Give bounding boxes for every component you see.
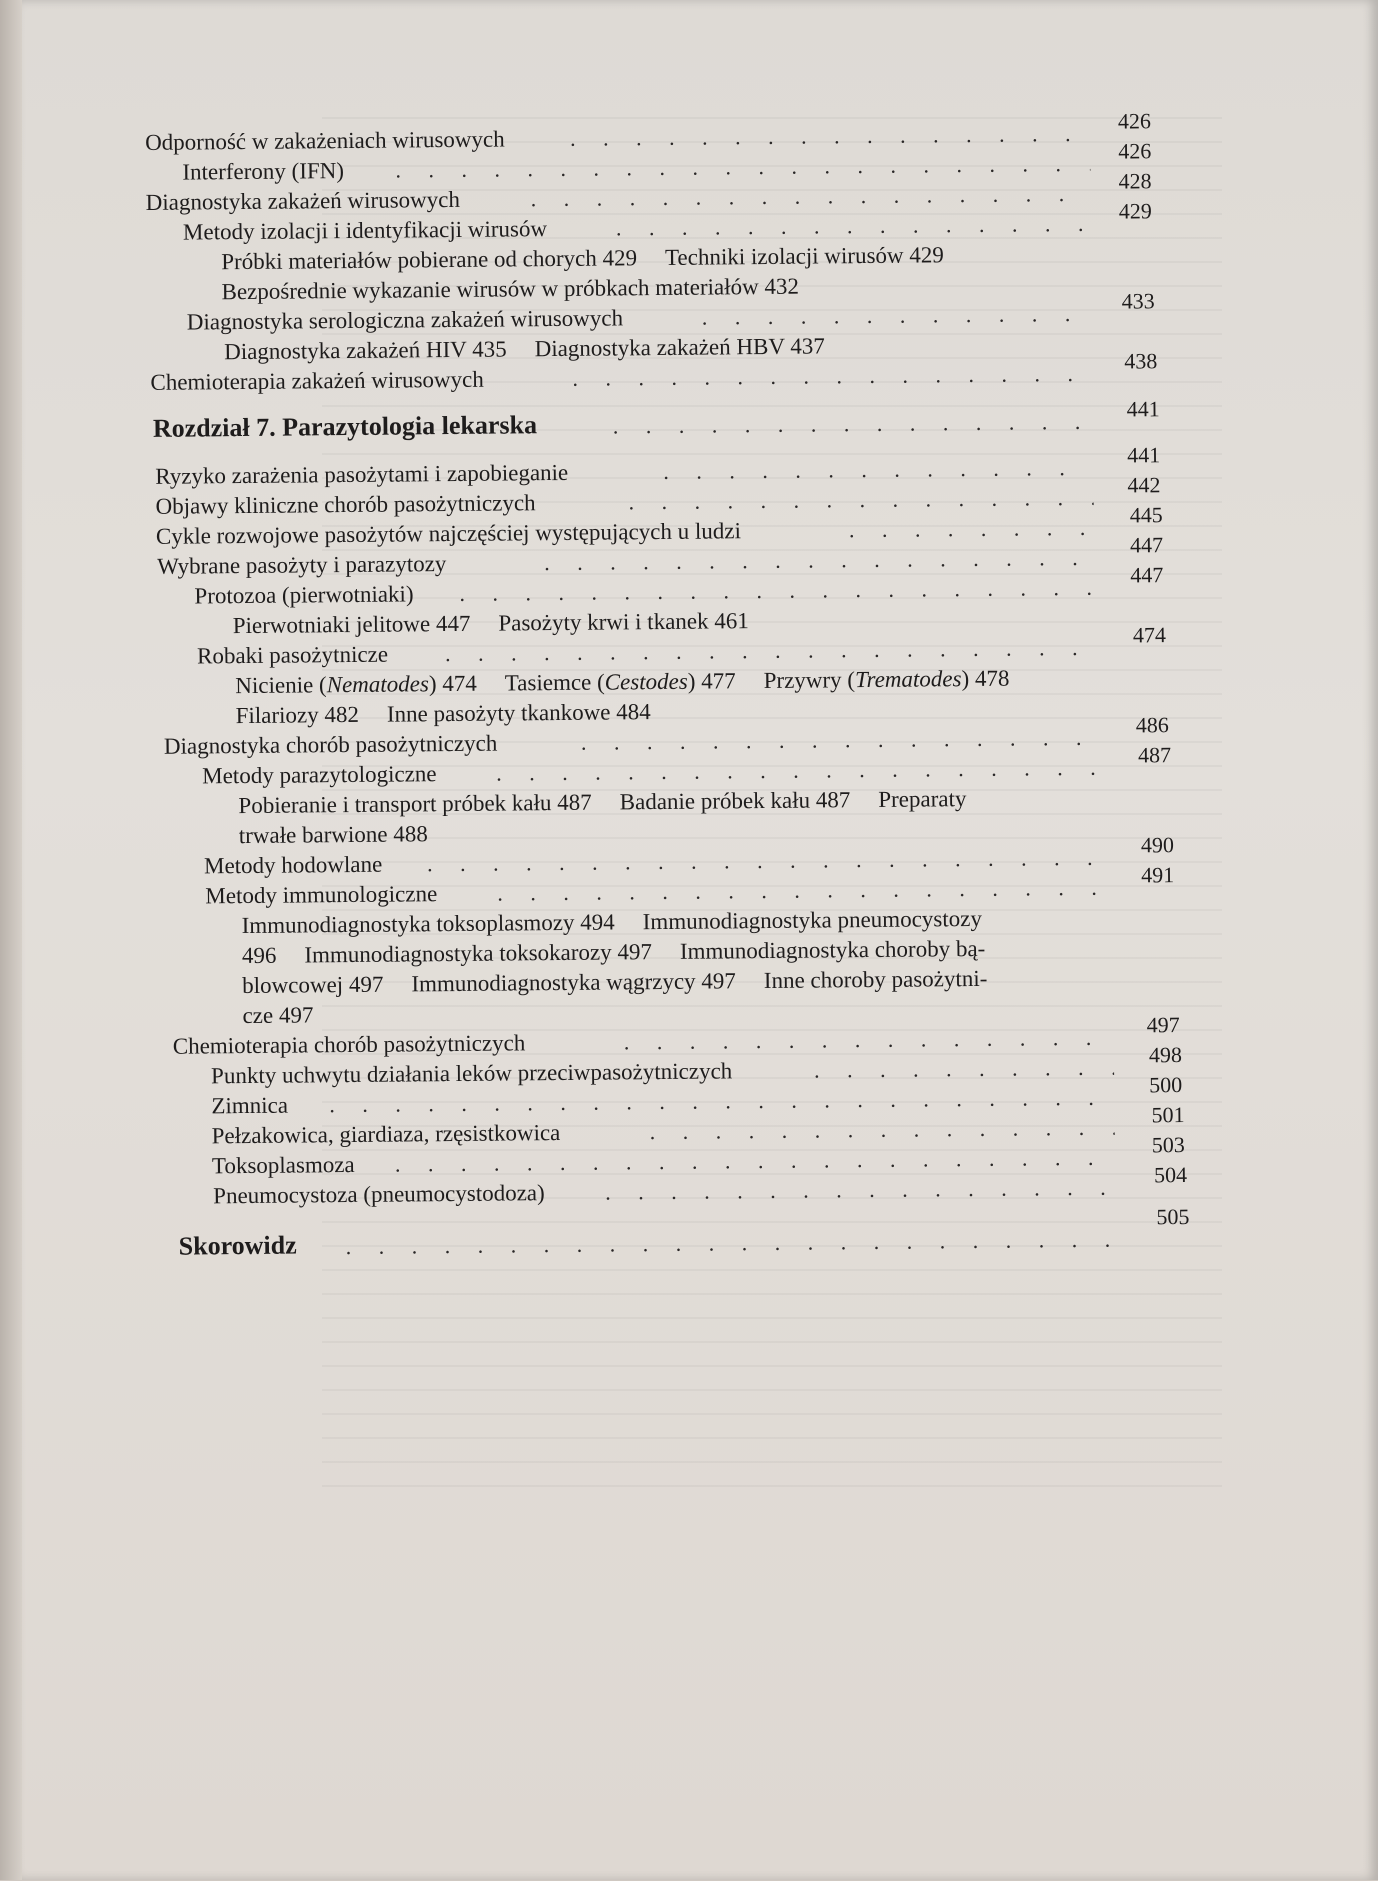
dot-leader (628, 483, 1093, 517)
toc-entry-title: Interferony (IFN) (182, 158, 345, 185)
subtopic: trwałe barwione 488 (238, 821, 428, 849)
toc-entry-page: 438 (1124, 348, 1158, 374)
toc-entry-title: Chemioterapia zakażeń wirusowych (150, 366, 484, 395)
dot-leader (613, 407, 1093, 442)
toc-entry-title: Metody hodowlane (203, 851, 383, 879)
toc-entry (187, 303, 623, 337)
toc-subtopics (235, 664, 1009, 701)
toc-entry-page: 428 (1118, 168, 1152, 194)
toc-entry-title: Cykle rozwojowe pasożytów najczęściej występujących u ludzi (155, 518, 742, 549)
toc-entry-title: Diagnostyka serologiczna zakażeń wirusowych (186, 305, 624, 335)
subtopic: Immunodiagnostyka choroby bą- (679, 935, 986, 964)
toc-entry (183, 214, 547, 247)
dot-leader (663, 453, 1093, 487)
toc-entry-page: 505 (1156, 1203, 1190, 1230)
toc-entry (155, 458, 568, 492)
index-heading (179, 1231, 297, 1262)
toc-entry-title: Pneumocystoza (pneumocystodoza) (213, 1180, 545, 1209)
toc-entry (157, 549, 446, 582)
toc-entry-page: 433 (1121, 288, 1155, 314)
toc-entry-title: Metody parazytologiczne (202, 761, 437, 789)
toc-entry (211, 1091, 288, 1122)
toc-entry-title: Ryzyko zarażenia pasożytami i zapobieganie (155, 459, 569, 489)
toc-subtopics (238, 784, 966, 821)
subtopic: Badanie próbek kału 487 (619, 787, 851, 815)
subtopic: Bezpośrednie wykazanie wirusów w próbkach materiałów 432 (221, 273, 800, 305)
toc-entry (202, 759, 437, 791)
chapter-heading (153, 410, 537, 444)
toc-entry-page: 491 (1141, 862, 1175, 888)
subtopic: Filariozy 482 (235, 701, 360, 729)
dot-leader (849, 513, 1094, 545)
subtopic: Immunodiagnostyka toksoplasmozy 494 (241, 909, 615, 939)
subtopic: Nicienie (Nematodes) 474 (235, 670, 477, 699)
toc-entry (204, 850, 382, 882)
toc-subtopics (239, 819, 428, 851)
dot-leader (624, 1023, 1114, 1058)
subtopic: Immunodiagnostyka pneumocystozy (642, 905, 983, 935)
toc-entry-title: Chemioterapia chorób pasożytniczych (172, 1030, 526, 1059)
toc-entry (197, 640, 388, 672)
toc-entry-page: 429 (1118, 198, 1152, 224)
toc-entry-page: 426 (1117, 108, 1152, 134)
subtopic: Diagnostyka zakażeń HBV 437 (534, 333, 825, 362)
dot-leader (570, 119, 1090, 154)
subtopic: Techniki izolacji wirusów 429 (664, 242, 944, 270)
toc-entry-page: 447 (1130, 562, 1164, 588)
toc-entry-title: Rozdział 7. Parazytologia lekarska (152, 410, 538, 443)
toc-entry-page: 442 (1127, 472, 1161, 498)
toc-entry-page: 503 (1151, 1132, 1185, 1158)
toc-entry-title: Punkty uchwytu działania leków przeciwpasożytniczych (210, 1058, 733, 1089)
dot-leader (496, 753, 1096, 789)
dot-leader (459, 573, 1094, 609)
subtopic: Pierwotniaki jelitowe 447 (232, 610, 471, 639)
dot-leader (649, 1113, 1114, 1147)
toc-entry (155, 488, 535, 522)
toc-entry-page: 498 (1148, 1042, 1183, 1068)
toc-entry-title: Odporność w zakażeniach wirusowych (144, 126, 505, 155)
subtopic: Próbki materiałów pobierane od chorych 429 (221, 245, 638, 275)
toc-entry-title: Wybrane pasożyty i parazytozy (157, 551, 447, 579)
toc-entry-title: Zimnica (211, 1092, 289, 1119)
toc-subtopics (221, 240, 944, 277)
subtopic: cze 497 (242, 1002, 314, 1029)
dot-leader (605, 1173, 1115, 1208)
dot-leader (814, 1053, 1114, 1086)
toc-entry (182, 156, 344, 188)
subtopic: Preparaty (878, 786, 967, 812)
toc-entry-title: Toksoplasmoza (211, 1151, 355, 1179)
subtopic: Tasiemce (Cestodes) 477 (504, 668, 736, 696)
toc-entry-title: Robaki pasożytnicze (196, 641, 389, 669)
subtopic: Przywry (Trematodes) 478 (763, 665, 1010, 694)
toc-entry-page: 447 (1129, 532, 1164, 558)
toc-entry-title: Diagnostyka chorób pasożytniczych (163, 730, 498, 759)
toc-entry-page: 445 (1129, 502, 1163, 528)
toc-entry-title: Pełzakowica, giardiaza, rzęsistkowica (211, 1120, 561, 1149)
subtopic: Inne pasożyty tkankowe 484 (386, 699, 651, 727)
dot-leader (497, 873, 1097, 909)
toc-entry-title: Skorowidz (178, 1230, 297, 1261)
toc-entry (150, 365, 484, 398)
toc-subtopics (242, 1000, 313, 1031)
toc-entry (173, 1028, 526, 1061)
toc-entry-page: 497 (1146, 1012, 1180, 1038)
subtopic: Immunodiagnostyka wągrzycy 497 (411, 968, 736, 997)
dot-leader (702, 299, 1092, 333)
toc-entry-title: Objawy kliniczne chorób pasożytniczych (155, 490, 536, 519)
subtopic: Pasożyty krwi i tkanek 461 (498, 608, 749, 636)
subtopic: Immunodiagnostyka toksokarozy 497 (304, 939, 653, 968)
toc-subtopics (233, 606, 749, 641)
subtopic: 496 (241, 942, 277, 969)
toc-entry-title: Protozoa (pierwotniaki) (194, 581, 414, 609)
toc-entry-title: Diagnostyka zakażeń wirusowych (145, 186, 461, 215)
toc-subtopics (235, 697, 650, 731)
dot-leader (581, 723, 1096, 758)
toc-entry-page: 487 (1137, 742, 1172, 768)
toc-entry (212, 1118, 561, 1151)
toc-entry (205, 879, 437, 911)
toc-entry (194, 579, 413, 611)
toc-entry (213, 1178, 545, 1211)
toc-entry-page: 490 (1140, 832, 1175, 858)
subtopic: Diagnostyka zakażeń HIV 435 (224, 336, 507, 365)
dot-leader (616, 209, 1091, 244)
dot-leader (346, 1225, 1121, 1262)
toc-entry (146, 185, 461, 218)
subtopic: Pobieranie i transport próbek kału 487 (238, 789, 592, 819)
toc-entry-page: 441 (1126, 396, 1160, 422)
toc-entry-title: Metody immunologiczne (205, 881, 438, 909)
toc-entry (164, 729, 498, 762)
toc-entry-page: 504 (1153, 1161, 1188, 1188)
toc-entry (145, 125, 505, 158)
toc-entry-page: 474 (1132, 622, 1167, 648)
toc-entry-title: Metody izolacji i identyfikacji wirusów (182, 216, 548, 245)
toc-entry (212, 1150, 355, 1181)
toc-entry-page: 486 (1135, 712, 1169, 738)
toc-subtopics (242, 964, 987, 1001)
dot-leader (572, 359, 1092, 394)
toc-entry-page: 426 (1118, 138, 1152, 164)
toc-entry-page: 500 (1149, 1072, 1183, 1098)
toc-entry-page: 501 (1151, 1102, 1185, 1128)
subtopic: Inne choroby pasożytni- (763, 965, 988, 994)
subtopic: blowcowej 497 (242, 971, 384, 999)
toc-entry-page: 441 (1127, 442, 1161, 468)
